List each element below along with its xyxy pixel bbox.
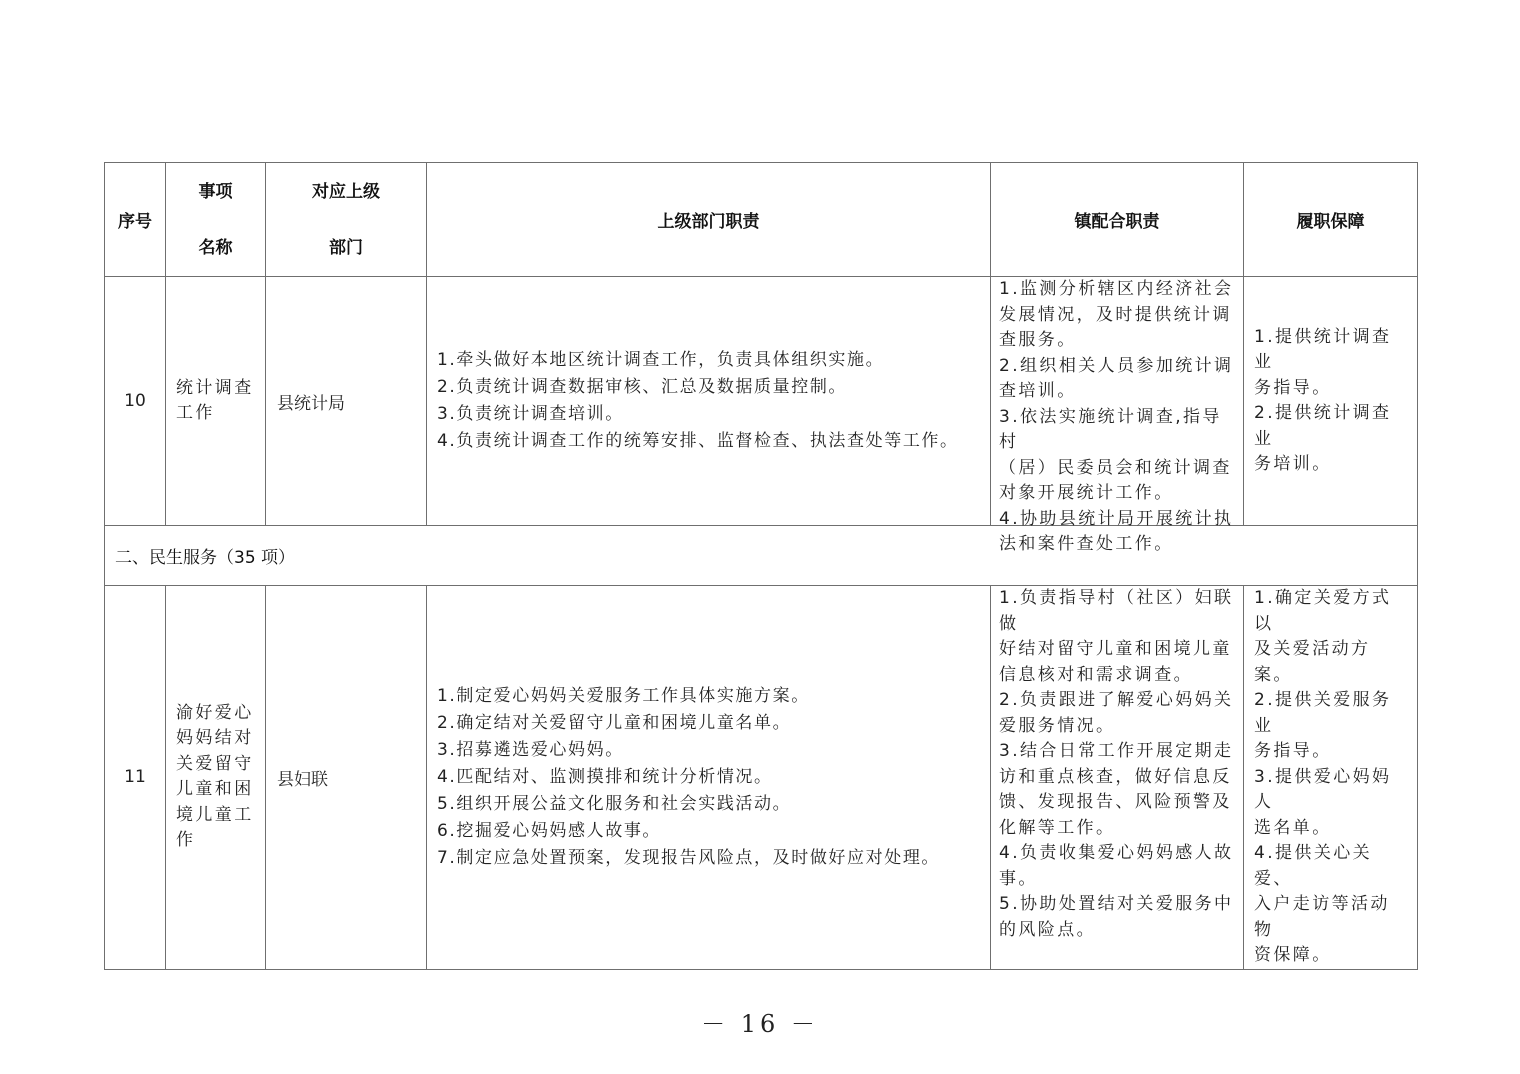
duty-line: 3.负责统计调查培训。 [437,404,624,424]
town-duty-line: 1.负责指导村（社区）妇联做 [999,588,1234,634]
header-upper-dept [266,163,427,277]
town-duty-line: 好结对留守儿童和困境儿童 [999,639,1232,659]
header-item-name [166,163,266,277]
guarantee-line: 务指导。 [1254,741,1332,761]
responsibility-table [104,162,1418,970]
guarantee-line: 2.提供关爱服务业 [1254,690,1392,736]
town-duty-line: 事。 [999,868,1038,889]
row-town-duties [991,277,1244,554]
guarantee-line: 务培训。 [1254,454,1332,474]
town-duty-line: 馈、发现报告、风险预警及 [999,792,1232,812]
town-duty-line: 3.依法实施统计调查,指导村 [999,406,1222,452]
guarantee-line: 1.提供统计调查业 [1254,326,1392,372]
guarantee-line: 入户走访等活动物 [1254,894,1390,940]
town-duty-line: 3.结合日常工作开展定期走 [999,741,1234,761]
table-row [105,586,1418,970]
row-upper-dept: 县统计局 [266,277,427,526]
header-item-line1: 事项 [198,181,233,202]
row-guarantee [1244,277,1418,526]
duty-line: 1.牵头做好本地区统计调查工作，负责具体组织实施。 [437,350,885,370]
header-index: 序号 [105,163,166,277]
duty-line: 7.制定应急处置预案，发现报告风险点，及时做好应对处理。 [437,847,941,868]
page-number: － 16 － [701,1010,819,1038]
item-name-line: 工作 [176,403,215,423]
town-duty-line: 爱服务情况。 [999,715,1116,736]
row-index: 11 [105,586,166,970]
town-duty-line: （居）民委员会和统计调查 [999,457,1232,478]
town-duty-line: 1.监测分析辖区内经济社会 [999,279,1234,299]
town-duty-line: 4.负责收集爱心妈妈感人故 [999,843,1234,863]
duty-line: 4.匹配结对、监测摸排和统计分析情况。 [437,766,773,787]
town-duty-line: 5.协助处置结对关爱服务中 [999,894,1234,914]
town-duty-line: 发展情况，及时提供统计调 [999,304,1232,325]
row-item-name [166,586,266,970]
item-name-line: 儿童和困 [176,779,254,800]
town-duty-line: 信息核对和需求调查。 [999,664,1193,685]
town-duty-line: 化解等工作。 [999,817,1116,838]
town-duty-line: 2.组织相关人员参加统计调 [999,355,1234,376]
guarantee-line: 1.确定关爱方式以 [1254,588,1392,634]
duty-line: 4.负责统计调查工作的统筹安排、监督检查、执法查处等工作。 [437,431,959,451]
duty-line: 6.挖掘爱心妈妈感人故事。 [437,820,662,841]
guarantee-line: 及关爱活动方案。 [1254,639,1371,685]
town-duty-line: 查培训。 [999,381,1077,401]
header-dept-line1: 对应上级 [312,181,380,202]
duty-line: 2.负责统计调查数据审核、汇总及数据质量控制。 [437,377,848,397]
town-duty-line: 对象开展统计工作。 [999,483,1174,503]
header-item-line2: 名称 [198,237,233,258]
duty-line: 5.组织开展公益文化服务和社会实践活动。 [437,793,792,814]
guarantee-line: 资保障。 [1254,945,1332,965]
item-name-line: 渝好爱心 [176,702,254,723]
guarantee-line: 4.提供关心关爱、 [1254,843,1373,889]
table-row [105,277,1418,526]
town-duty-line: 4.协助县统计局开展统计执 [999,508,1234,529]
header-upper-duties: 上级部门职责 [427,163,991,277]
town-duty-line: 法和案件查处工作。 [999,534,1174,554]
town-duty-line: 查服务。 [999,330,1077,350]
row-town-duties [991,586,1244,970]
row-item-name [166,277,266,526]
guarantee-line: 选名单。 [1254,817,1332,838]
guarantee-line: 3.提供爱心妈妈人 [1254,766,1392,812]
town-duty-line: 2.负责跟进了解爱心妈妈关 [999,690,1234,710]
guarantee-line: 2.提供统计调查业 [1254,403,1392,449]
item-name-line: 关爱留守 [176,753,254,774]
item-name-line: 境儿童工 [176,804,254,825]
duty-line: 2.确定结对关爱留守儿童和困境儿童名单。 [437,712,792,733]
duty-line: 1.制定爱心妈妈关爱服务工作具体实施方案。 [437,685,810,706]
item-name-line: 作 [176,830,196,851]
row-upper-duties [427,586,991,970]
row-index: 10 [105,277,166,526]
item-name-line: 统计调查 [176,377,254,398]
guarantee-line: 务指导。 [1254,377,1332,398]
section-row [105,526,1418,586]
town-duty-line: 访和重点核查，做好信息反 [999,766,1232,787]
row-upper-duties [427,277,991,526]
table-header-row [105,163,1418,277]
row-upper-dept: 县妇联 [266,586,427,970]
header-guarantee: 履职保障 [1244,163,1418,277]
row-guarantee [1244,586,1418,970]
item-name-line: 妈妈结对 [176,728,254,749]
town-duty-line: 的风险点。 [999,919,1096,940]
header-dept-line2: 部门 [329,237,363,258]
duty-line: 3.招募遴选爱心妈妈。 [437,739,624,760]
header-town-duties: 镇配合职责 [991,163,1244,277]
section-heading: 二、民生服务（35 项） [105,526,1418,586]
